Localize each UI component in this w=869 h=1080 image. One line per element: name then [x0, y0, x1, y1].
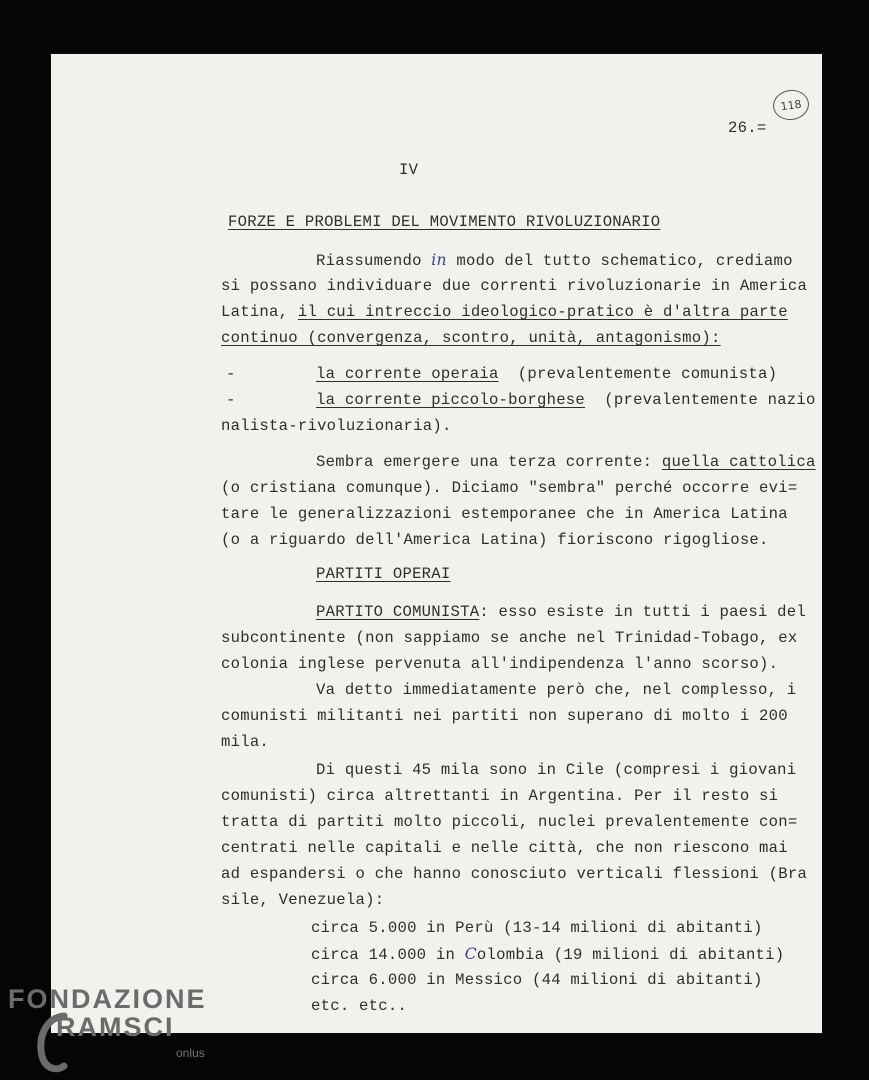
- list-item: circa 5.000 in Perù (13-14 milioni di abitanti): [311, 919, 763, 937]
- text-segment: Latina,: [221, 303, 298, 321]
- list-item: [311, 944, 784, 965]
- watermark-line1: FONDAZIONE: [8, 984, 207, 1014]
- list-item: circa 6.000 in Messico (44 milioni di abitanti): [311, 971, 763, 989]
- list-item: [316, 390, 816, 410]
- text-line: (o cristiana comunque). Diciamo "sembra" perché occorre evi=: [221, 479, 798, 497]
- list-dash: -: [226, 391, 236, 409]
- fondazione-gramsci-watermark: [8, 984, 228, 1076]
- handwritten-correction: C: [464, 945, 477, 963]
- text-segment: Riassumendo: [316, 252, 432, 270]
- text-line: [316, 250, 793, 271]
- archive-stamp: [771, 88, 811, 123]
- text-line: comunisti) circa altrettanti in Argentina. Per il resto si: [221, 787, 779, 805]
- list-item: etc. etc..: [311, 997, 408, 1015]
- text-segment: olombia (19 milioni di abitanti): [476, 946, 785, 964]
- text-line: mila.: [221, 733, 270, 751]
- underlined-text: quella cattolica: [661, 453, 816, 471]
- text-line: si possano individuare due correnti rivoluzionarie in America: [221, 277, 808, 295]
- text-line: tratta di partiti molto piccoli, nuclei prevalentemente con=: [221, 813, 798, 831]
- text-line: (o a riguardo dell'America Latina) fioriscono rigogliose.: [221, 531, 769, 549]
- text-line: comunisti militanti nei partiti non superano di molto i 200: [221, 707, 788, 725]
- text-line: continuo (convergenza, scontro, unità, antagonismo):: [221, 329, 721, 347]
- text-line: [221, 302, 788, 322]
- text-line: tare le generalizzazioni estemporanee che in America Latina: [221, 505, 788, 523]
- subsection-heading: PARTITI OPERAI: [316, 565, 451, 583]
- text-line: sile, Venezuela):: [221, 891, 385, 909]
- text-line: Di questi 45 mila sono in Cile (compresi i giovani: [316, 761, 797, 779]
- list-item: [316, 364, 777, 384]
- text-line: Va detto immediatamente però che, nel complesso, i: [316, 681, 797, 699]
- underlined-text: PARTITO COMUNISTA: [316, 603, 480, 621]
- text-segment: (prevalentemente comunista): [517, 365, 778, 383]
- text-line: centrati nelle capitali e nelle città, che non riescono mai: [221, 839, 788, 857]
- text-line: ad espandersi o che hanno conosciuto verticali flessioni (Bra: [221, 865, 808, 883]
- watermark-line3: onlus: [176, 1046, 205, 1060]
- text-line: subcontinente (non sappiamo se anche nel Trinidad-Tobago, ex: [221, 629, 798, 647]
- document-page: [51, 54, 822, 1033]
- text-line: nalista-rivoluzionaria).: [221, 417, 452, 435]
- stamp-number: 118: [779, 97, 803, 113]
- underlined-text: il cui intreccio ideologico-pratico è d'altra parte: [297, 303, 788, 321]
- text-segment: Sembra emergere una terza corrente:: [316, 453, 662, 471]
- chapter-number: IV: [399, 161, 419, 179]
- text-segment: : esso esiste in tutti i paesi del: [479, 603, 807, 621]
- watermark-line2: RAMSCI: [56, 1012, 175, 1042]
- text-line: [316, 602, 806, 622]
- text-segment: modo del tutto schematico, crediamo: [446, 252, 793, 270]
- list-dash: -: [226, 365, 236, 383]
- text-line: colonia inglese pervenuta all'indipendenza l'anno scorso).: [221, 655, 779, 673]
- underlined-text: la corrente operaia: [316, 365, 499, 383]
- text-segment: (prevalentemente nazio: [604, 391, 816, 409]
- handwritten-correction: in: [431, 251, 447, 269]
- text-line: [316, 452, 816, 472]
- section-heading: FORZE E PROBLEMI DEL MOVIMENTO RIVOLUZIONARIO: [228, 213, 661, 231]
- text-segment: circa 14.000 in: [311, 946, 465, 964]
- page-number: 26.=: [728, 119, 767, 137]
- underlined-text: la corrente piccolo-borghese: [316, 391, 586, 409]
